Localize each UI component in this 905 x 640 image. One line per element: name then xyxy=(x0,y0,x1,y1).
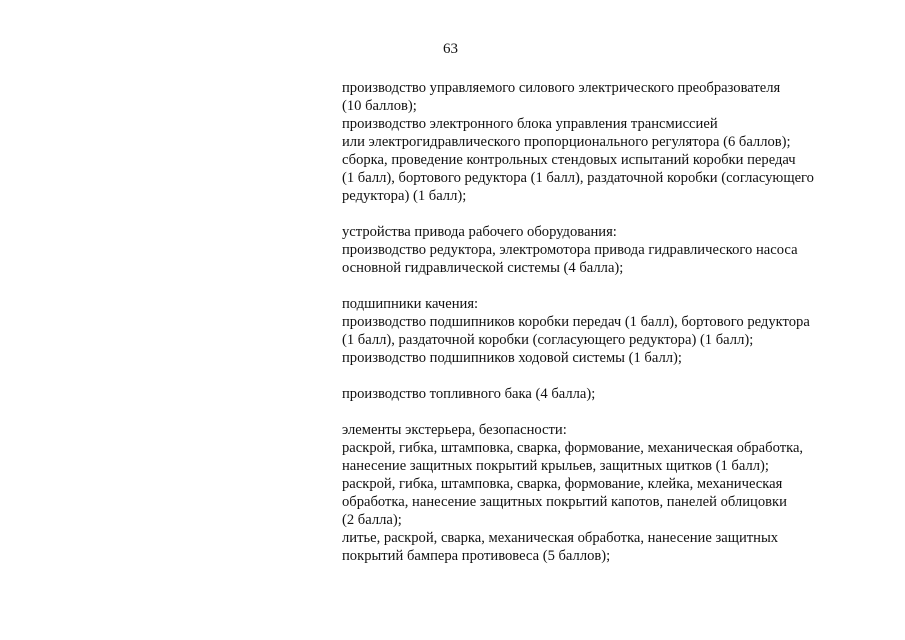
text-line: раскрой, гибка, штамповка, сварка, формование, клейка, механическая xyxy=(342,476,783,492)
text-line: производство электронного блока управления трансмиссией xyxy=(342,116,718,132)
text-line: производство топливного бака (4 балла); xyxy=(342,386,596,402)
text-line: сборка, проведение контрольных стендовых испытаний коробки передач xyxy=(342,152,796,168)
text-line: производство редуктора, электромотора привода гидравлического насоса xyxy=(342,242,798,258)
text-line: (10 баллов); xyxy=(342,98,417,114)
text-line: (1 балл), бортового редуктора (1 балл), раздаточной коробки (согласующего xyxy=(342,170,814,186)
paragraph-gap xyxy=(342,277,882,295)
text-line: литье, раскрой, сварка, механическая обработка, нанесение защитных xyxy=(342,530,779,546)
section-heading: элементы экстерьера, безопасности: xyxy=(342,422,567,438)
document-body xyxy=(342,79,882,565)
text-line: редуктора) (1 балл); xyxy=(342,188,467,204)
text-line: производство управляемого силового электрического преобразователя xyxy=(342,80,781,96)
text-line: производство подшипников ходовой системы (1 балл); xyxy=(342,350,682,366)
text-line: производство подшипников коробки передач (1 балл), бортового редуктора xyxy=(342,314,810,330)
text-line: раскрой, гибка, штамповка, сварка, формование, механическая обработка, xyxy=(342,440,804,456)
paragraph-gap xyxy=(342,205,882,223)
text-line: или электрогидравлического пропорционального регулятора (6 баллов); xyxy=(342,134,791,150)
text-line: основной гидравлической системы (4 балла); xyxy=(342,260,624,276)
page-number: 63 xyxy=(443,41,458,57)
text-line: обработка, нанесение защитных покрытий капотов, панелей облицовки xyxy=(342,494,787,510)
text-line: (1 балл), раздаточной коробки (согласующего редуктора) (1 балл); xyxy=(342,332,754,348)
paragraph-gap xyxy=(342,403,882,421)
section-heading: подшипники качения: xyxy=(342,296,479,312)
text-line: нанесение защитных покрытий крыльев, защитных щитков (1 балл); xyxy=(342,458,769,474)
text-line: покрытий бампера противовеса (5 баллов); xyxy=(342,548,611,564)
paragraph-gap xyxy=(342,367,882,385)
text-line: (2 балла); xyxy=(342,512,402,528)
section-heading: устройства привода рабочего оборудования: xyxy=(342,224,617,240)
